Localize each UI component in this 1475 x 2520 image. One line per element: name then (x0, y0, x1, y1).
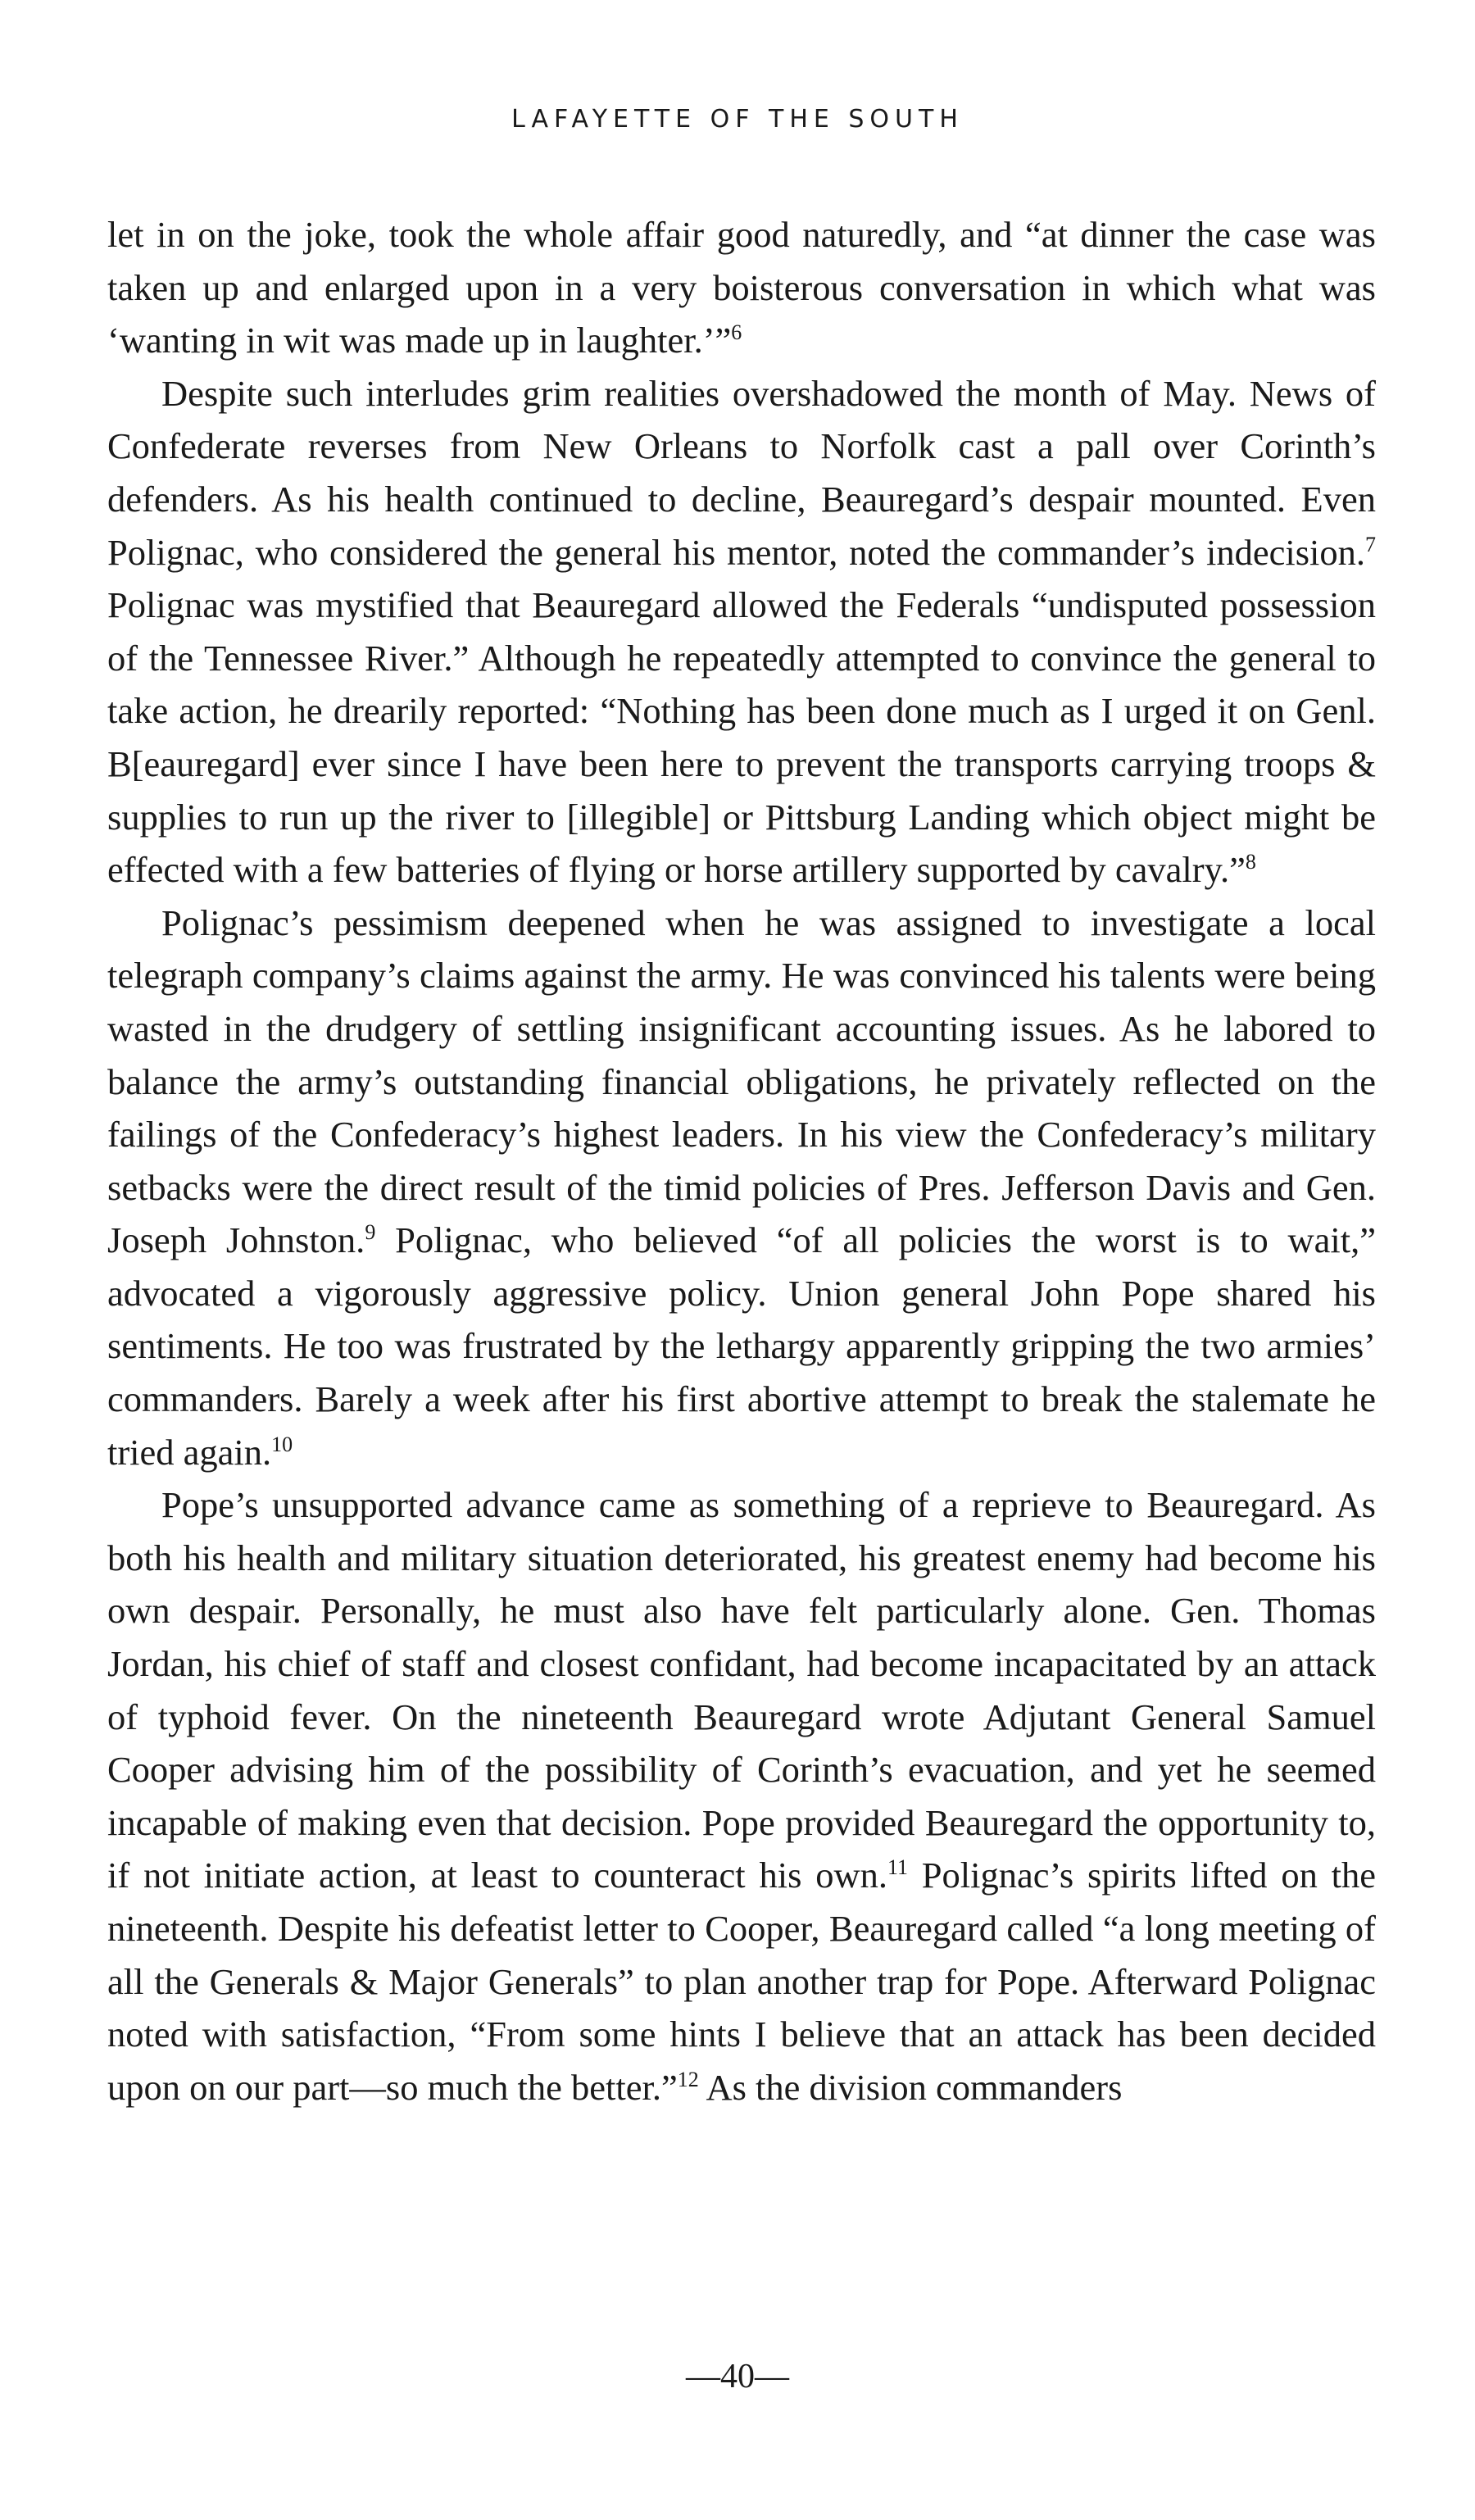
paragraph-1 (107, 208, 1376, 367)
paragraph-3 (107, 897, 1376, 1479)
paragraph-text: As the division commanders (698, 2066, 1123, 2108)
paragraph-text: Polignac was mystified that Beauregard allowed the Federals “undisputed possession of the Tennessee River.” Although he repeatedly attempted to convince the general to take action, he drearily reported: “Nothing has been done much as I urged it on Genl. B[eauregard] ever since I have been here to prevent the transports carrying troops & supplies to run up the river to [illegible] or Pittsburg Landing which object might be effected with a few batteries of flying or horse artillery supported by cavalry.” (107, 584, 1376, 891)
footnote-ref-10: 10 (271, 1432, 293, 1456)
footnote-ref-7: 7 (1365, 532, 1376, 556)
paragraph-text: Pope’s unsupported advance came as something of a reprieve to Beauregard. As both his health and military situation deteriorated, his greatest enemy had become his own despair. Personally, he must also have felt particularly alone. Gen. Thomas Jordan, his chief of staff and closest confidant, had become incapacitated by an attack of typhoid fever. On the nineteenth Beauregard wrote Adjutant General Samuel Cooper advising him of the possibility of Corinth’s evacuation, and yet he seemed incapable of making even that decision. Pope provided Beauregard the opportunity to, if not initiate action, at least to counteract his own. (107, 1484, 1376, 1896)
footnote-ref-6: 6 (731, 320, 742, 345)
body-text (107, 208, 1376, 2114)
footnote-ref-12: 12 (677, 2067, 699, 2091)
paragraph-2 (107, 367, 1376, 897)
page-number: —40— (686, 2358, 789, 2395)
running-head-title: LAFAYETTE OF THE SOUTH (511, 105, 964, 134)
footnote-ref-11: 11 (887, 1855, 908, 1880)
footnote-ref-8: 8 (1245, 850, 1256, 874)
paragraph-text: Despite such interludes grim realities overshadowed the month of May. News of Confederate reverses from New Orleans to Norfolk cast a pall over Corinth’s defenders. As his health continued to decline, Beauregard’s despair mounted. Even Polignac, who considered the general his mentor, noted the commander’s indecision. (107, 372, 1376, 573)
footnote-ref-9: 9 (365, 1220, 376, 1245)
paragraph-text: Polignac’s spirits lifted on the nineteenth. Despite his defeatist letter to Cooper, Beauregard called “a long meeting of all the Generals & Major Generals” to plan another trap for Pope. Afterward Polignac noted with satisfaction, “From some hints I believe that an attack has been decided upon on our part—so much the better.” (107, 1855, 1376, 2108)
paragraph-text: let in on the joke, took the whole affair good naturedly, and “at dinner the case was taken up and enlarged upon in a very boisterous conversation in which what was ‘wanting in wit was made up in laughter.’” (107, 214, 1376, 361)
paragraph-text: Polignac’s pessimism deepened when he was assigned to investigate a local telegraph company’s claims against the army. He was convinced his talents were being wasted in the drudgery of settling insignificant accounting issues. As he labored to balance the army’s outstanding financial obligations, he privately reflected on the failings of the Confederacy’s highest leaders. In his view the Confederacy’s military setbacks were the direct result of the timid policies of Pres. Jefferson Davis and Gen. Joseph Johnston. (107, 901, 1376, 1261)
running-head (0, 105, 1475, 134)
paragraph-text: Polignac, who believed “of all policies the worst is to wait,” advocated a vigorously aggressive policy. Union general John Pope shared his sentiments. He too was frustrated by the lethargy apparently gripping the two armies’ commanders. Barely a week after his first abortive attempt to break the stalemate he tried again. (107, 1219, 1377, 1473)
paragraph-4 (107, 1478, 1376, 2114)
